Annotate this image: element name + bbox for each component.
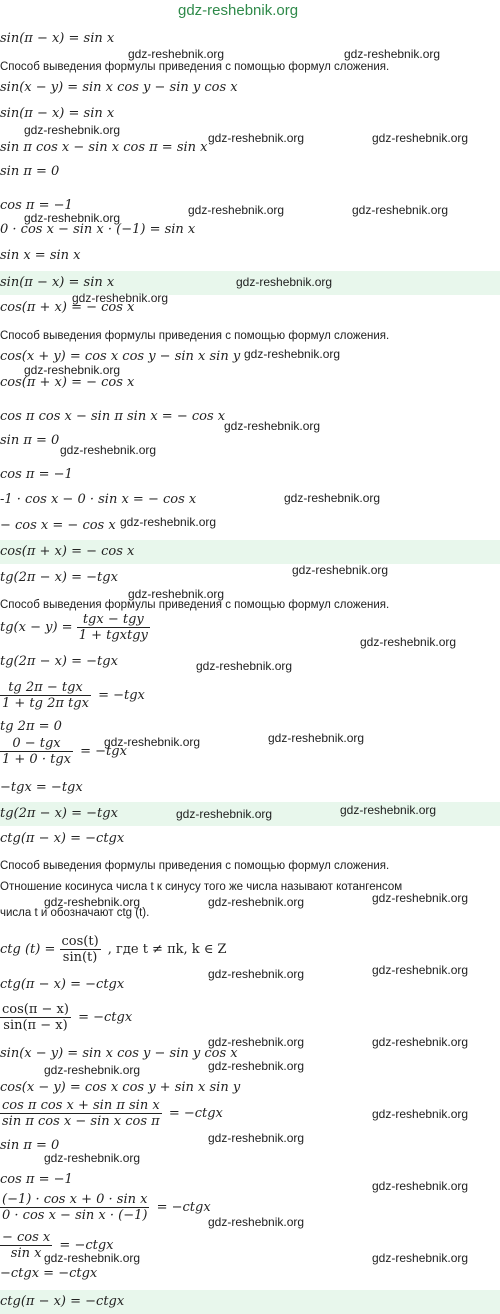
watermark: gdz-reshebnik.org [360,635,457,649]
formula-line: cos(x + y) = cos x cos y − sin x sin y [0,349,241,364]
formula-line: sin π = 0 [0,164,60,179]
fraction-formula [0,934,227,965]
formula-line: 0 · cos x − sin x · (−1) = sin x [0,222,196,237]
watermark: gdz-reshebnik.org [208,1131,305,1145]
fraction-rhs: = −ctgx [156,1200,211,1215]
watermark: gdz-reshebnik.org [44,1251,141,1265]
formula-line: sin π = 0 [0,433,60,448]
watermark: gdz-reshebnik.org [372,131,469,145]
fraction-rhs: = −ctgx [78,1010,133,1025]
formula-line: ctg(π − x) = −ctgx [0,977,125,992]
definition-text: Отношение косинуса числа t к синусу того же числа называют котангенсом [0,881,403,893]
watermark: gdz-reshebnik.org [372,1035,469,1049]
watermark: gdz-reshebnik.org [24,123,121,137]
denominator: 0 · cos x − sin x · (−1) [2,1208,148,1223]
fraction-formula [0,612,150,643]
numerator: cos(t) [61,934,99,949]
formula-line: sin x = sin x [0,248,81,263]
watermark: gdz-reshebnik.org [208,967,305,981]
watermark: gdz-reshebnik.org [208,1035,305,1049]
denominator: 1 + 0 · tgx [2,752,71,767]
watermark: gdz-reshebnik.org [372,1251,469,1265]
fraction-lhs: tg(x − y) = [0,620,73,635]
result-formula: cos(π + x) = − cos x [0,544,135,559]
numerator: (−1) · cos x + 0 · sin x [2,1192,148,1207]
watermark: gdz-reshebnik.org [44,1063,141,1077]
formula-line: tg 2π = 0 [0,719,62,734]
watermark: gdz-reshebnik.org [72,291,169,305]
fraction-rhs: = −tgx [80,744,127,759]
denominator: sin π cos x − sin x cos π [2,1114,160,1129]
formula-line: sin(π − x) = sin x [0,31,115,46]
formula-line: -1 · cos x − 0 · sin x = − cos x [0,492,197,507]
watermark: gdz-reshebnik.org [60,443,157,457]
numerator: 0 − tgx [0,736,73,752]
watermark: gdz-reshebnik.org [372,891,469,905]
formula-line: sin(x − y) = sin x cos y − sin y cos x [0,80,238,95]
watermark: gdz-reshebnik.org [244,347,341,361]
watermark: gdz-reshebnik.org [372,1179,469,1193]
formula-line: cos π cos x − sin π sin x = − cos x [0,409,226,424]
watermark: gdz-reshebnik.org [372,1107,469,1121]
watermark: gdz-reshebnik.org [352,203,449,217]
denominator: sin(π − x) [3,1018,68,1033]
watermark: gdz-reshebnik.org [128,47,225,61]
result-formula: sin(π − x) = sin x [0,275,115,290]
method-text: Способ выведения формулы приведения с помощью формул сложения. [0,860,390,872]
fraction-formula [0,680,145,711]
result-formula: ctg(π − x) = −ctgx [0,1294,125,1309]
watermark: gdz-reshebnik.org [236,275,333,289]
watermark: gdz-reshebnik.org [128,587,225,601]
watermark: gdz-reshebnik.org [344,47,441,61]
formula-line: sin π = 0 [0,1138,60,1153]
formula-line: ctg(π − x) = −ctgx [0,831,125,846]
watermark: gdz-reshebnik.org [104,735,201,749]
numerator: cos(π − x) [2,1002,69,1017]
numerator: tg 2π − tgx [0,680,91,696]
formula-line: cos(π + x) = − cos x [0,375,135,390]
watermark: gdz-reshebnik.org [120,515,217,529]
fraction-formula [0,1098,223,1129]
watermark: gdz-reshebnik.org [208,1059,305,1073]
denominator: 1 + tg 2π tgx [2,696,89,711]
formula-line: cos π = −1 [0,1172,73,1187]
fraction-lhs: ctg (t) = [0,942,56,957]
site-header[interactable]: gdz-reshebnik.org [178,2,299,19]
watermark: gdz-reshebnik.org [208,131,305,145]
numerator: − cos x [2,1230,51,1245]
result-formula: tg(2π − x) = −tgx [0,806,118,821]
fraction-rhs: = −ctgx [168,1106,223,1121]
fraction-formula [0,1002,132,1033]
formula-line: tg(2π − x) = −tgx [0,654,118,669]
formula-line: sin(π − x) = sin x [0,106,115,121]
watermark: gdz-reshebnik.org [188,203,285,217]
formula-line: sin π cos x − sin x cos π = sin x [0,140,208,155]
watermark: gdz-reshebnik.org [292,563,389,577]
formula-line: −tgx = −tgx [0,780,83,795]
formula-line: cos π = −1 [0,467,73,482]
watermark: gdz-reshebnik.org [196,659,293,673]
definition-text: числа t и обозначают ctg (t). [0,907,150,919]
watermark: gdz-reshebnik.org [372,963,469,977]
method-text: Способ выведения формулы приведения с помощью формул сложения. [0,61,390,73]
denominator: sin(t) [62,950,98,965]
formula-line: − cos x = − cos x [0,518,116,533]
watermark: gdz-reshebnik.org [24,211,121,225]
formula-line: cos π = −1 [0,198,73,213]
method-text: Способ выведения формулы приведения с помощью формул сложения. [0,330,390,342]
watermark: gdz-reshebnik.org [208,1215,305,1229]
fraction-formula [0,1192,211,1223]
numerator: tgx − tgy [77,612,150,628]
watermark: gdz-reshebnik.org [340,803,437,817]
fraction-rhs: , где t ≠ πk, k ∈ Z [107,942,227,957]
formula-line: sin(x − y) = sin x cos y − sin y cos x [0,1046,238,1061]
watermark: gdz-reshebnik.org [44,1151,141,1165]
watermark: gdz-reshebnik.org [24,363,121,377]
formula-line: cos(x − y) = cos x cos y + sin x sin y [0,1080,241,1095]
fraction-rhs: = −tgx [98,688,145,703]
watermark: gdz-reshebnik.org [208,895,305,909]
denominator: sin x [10,1246,42,1261]
watermark: gdz-reshebnik.org [44,895,141,909]
method-text: Способ выведения формулы приведения с помощью формул сложения. [0,599,390,611]
formula-line: tg(2π − x) = −tgx [0,570,118,585]
watermark: gdz-reshebnik.org [268,731,365,745]
fraction-rhs: = −ctgx [59,1238,114,1253]
watermark: gdz-reshebnik.org [176,807,273,821]
numerator: cos π cos x + sin π sin x [2,1098,160,1113]
formula-line: cos(π + x) = − cos x [0,300,135,315]
watermark: gdz-reshebnik.org [224,419,321,433]
formula-line: −ctgx = −ctgx [0,1266,98,1281]
watermark: gdz-reshebnik.org [284,491,381,505]
denominator: 1 + tgxtgy [78,628,148,643]
